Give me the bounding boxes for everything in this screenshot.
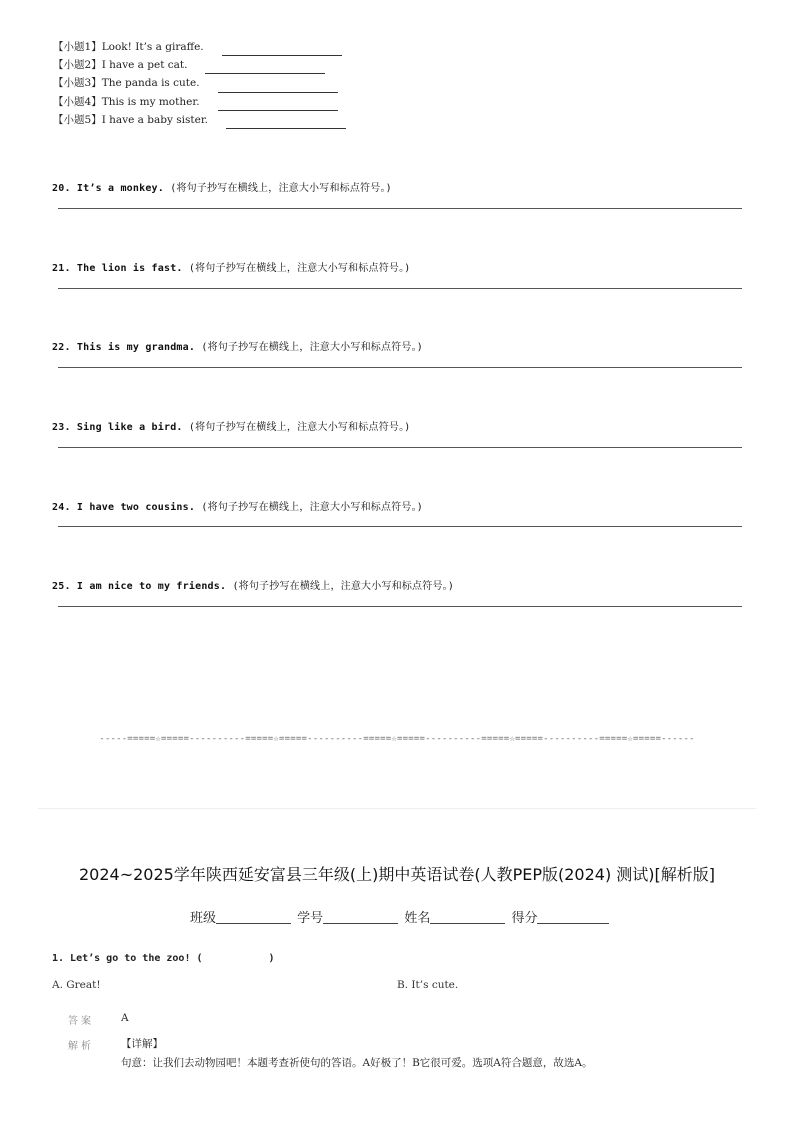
- copy-question-24: 24. I have two cousins. (将句子抄写在横线上，注意大小写和标点符号。): [52, 502, 423, 513]
- analysis-label: 解析: [68, 1041, 94, 1052]
- page-separator: [38, 808, 756, 809]
- answer-line[interactable]: [58, 367, 742, 368]
- class-label: 班级: [190, 911, 217, 926]
- student-no-label: 学号: [297, 911, 324, 926]
- score-field[interactable]: [537, 911, 609, 924]
- answer-blank[interactable]: [226, 116, 346, 129]
- copy-question-21: 21. The lion is fast. (将句子抄写在横线上，注意大小写和标点符号。): [52, 263, 411, 274]
- answer-line[interactable]: [58, 447, 742, 448]
- answer-line[interactable]: [58, 526, 742, 527]
- answer-blank[interactable]: [218, 98, 338, 111]
- answer-line[interactable]: [58, 606, 742, 607]
- class-field[interactable]: [216, 911, 291, 924]
- name-label: 姓名: [404, 911, 431, 926]
- answer-label: 答案: [68, 1016, 94, 1027]
- copy-question-22: 22. This is my grandma. (将句子抄写在横线上，注意大小写和标点符号。): [52, 342, 423, 353]
- option-a: A. Great!: [52, 979, 101, 991]
- answer-value: A: [121, 1012, 129, 1024]
- answer-blank[interactable]: [205, 61, 325, 74]
- sub-question-2: 【小题2】I have a pet cat.: [53, 56, 346, 74]
- section-divider: -----=====☆=====----------=====☆=====----------=====☆=====----------=====☆=====----------=====☆=====------: [99, 734, 695, 744]
- student-no-field[interactable]: [323, 911, 398, 924]
- answer-line[interactable]: [58, 288, 742, 289]
- sub-question-4: 【小题4】This is my mother.: [53, 93, 346, 111]
- score-label: 得分: [511, 911, 538, 926]
- copy-question-23: 23. Sing like a bird. (将句子抄写在横线上，注意大小写和标点符号。): [52, 422, 411, 433]
- detail-text: 句意：让我们去动物园吧！本题考查祈使句的答语。A好极了！B它很可爱。选项A符合题意，故选A。: [121, 1057, 593, 1069]
- answer-blank[interactable]: [222, 43, 342, 56]
- answer-line[interactable]: [58, 208, 742, 209]
- answer-blank[interactable]: [218, 80, 338, 93]
- sub-question-5: 【小题5】I have a baby sister.: [53, 111, 346, 129]
- question-1: 1. Let’s go to the zoo! ( ): [52, 953, 275, 964]
- detail-tag: 【详解】: [121, 1038, 163, 1050]
- exam-title: 2024~2025学年陕西延安富县三年级(上)期中英语试卷(人教PEP版(2024) 测试)[解析版]: [79, 865, 715, 884]
- student-info-row: [190, 907, 611, 926]
- option-b: B. It’s cute.: [397, 979, 459, 991]
- sub-question-1: 【小题1】Look! It’s a giraffe.: [53, 38, 346, 56]
- name-field[interactable]: [430, 911, 505, 924]
- copy-question-20: 20. It’s a monkey. (将句子抄写在横线上，注意大小写和标点符号。): [52, 183, 392, 194]
- sub-question-3: 【小题3】The panda is cute.: [53, 74, 346, 92]
- copy-question-25: 25. I am nice to my friends. (将句子抄写在横线上，注意大小写和标点符号。): [52, 581, 455, 592]
- sub-question-list: [53, 38, 346, 129]
